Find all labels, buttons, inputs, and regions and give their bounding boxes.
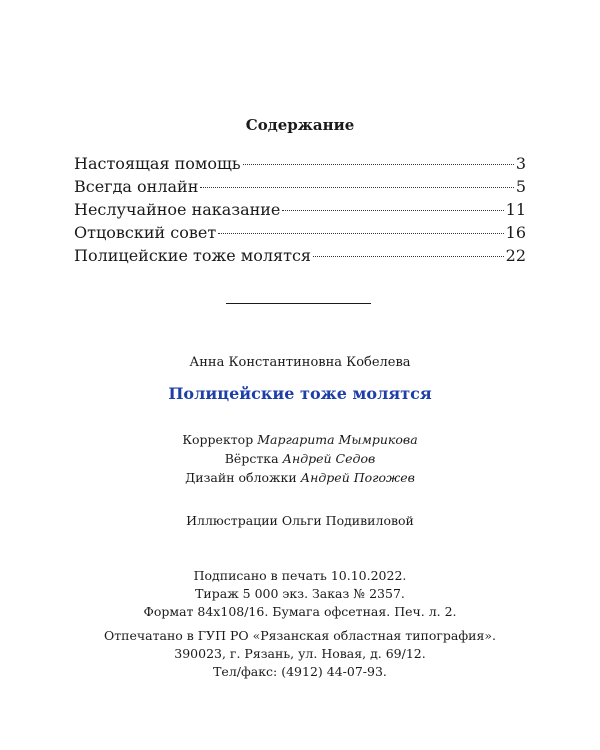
table-of-contents (74, 154, 526, 269)
credit-person: Маргарита Мымрикова (257, 432, 418, 447)
toc-leader-dots (218, 233, 503, 234)
toc-entry-title: Всегда онлайн (74, 177, 199, 196)
printer-line: Отпечатано в ГУП РО «Рязанская областная типография». (103, 628, 497, 643)
credit-role: Дизайн обложки (185, 470, 297, 485)
toc-entry (74, 154, 526, 177)
credit-person: Андрей Погожев (300, 470, 415, 485)
toc-entry-page: 11 (505, 200, 526, 219)
toc-leader-dots (200, 187, 513, 188)
section-divider (226, 303, 371, 304)
credit-role: Вёрстка (224, 451, 279, 466)
toc-entry-title: Неслучайное наказание (74, 200, 281, 219)
credits-block (0, 430, 600, 487)
credit-line (0, 449, 600, 468)
illustrator-credit: Иллюстрации Ольги Подивиловой (186, 513, 414, 528)
toc-entry (74, 200, 526, 223)
toc-entry-title: Отцовский совет (74, 223, 217, 242)
toc-entry-title: Настоящая помощь (74, 154, 241, 173)
toc-entry (74, 223, 526, 246)
credit-line (0, 468, 600, 487)
credit-role: Корректор (182, 432, 254, 447)
toc-entry-page: 22 (505, 246, 526, 265)
print-detail-line: Подписано в печать 10.10.2022. (193, 568, 407, 583)
toc-heading: Содержание (245, 116, 355, 134)
print-details (0, 567, 600, 621)
printer-info (0, 627, 600, 681)
author-name: Анна Константиновна Кобелева (189, 355, 411, 370)
toc-entry-page: 5 (515, 177, 526, 196)
book-title: Полицейские тоже молятся (168, 384, 432, 403)
toc-entry (74, 246, 526, 269)
print-detail-line: Формат 84x108/16. Бумага офсетная. Печ. л. 2. (143, 604, 457, 619)
printer-line: 390023, г. Рязань, ул. Новая, д. 69/12. (174, 646, 426, 661)
printer-line: Тел/факс: (4912) 44-07-93. (213, 664, 387, 679)
print-detail-line: Тираж 5 000 экз. Заказ № 2357. (195, 586, 405, 601)
toc-entry-page: 3 (515, 154, 526, 173)
toc-entry-page: 16 (505, 223, 526, 242)
credit-line (0, 430, 600, 449)
toc-leader-dots (282, 210, 503, 211)
credit-person: Андрей Седов (282, 451, 376, 466)
toc-entry-title: Полицейские тоже молятся (74, 246, 312, 265)
toc-leader-dots (313, 256, 504, 257)
toc-entry (74, 177, 526, 200)
toc-leader-dots (243, 164, 514, 165)
